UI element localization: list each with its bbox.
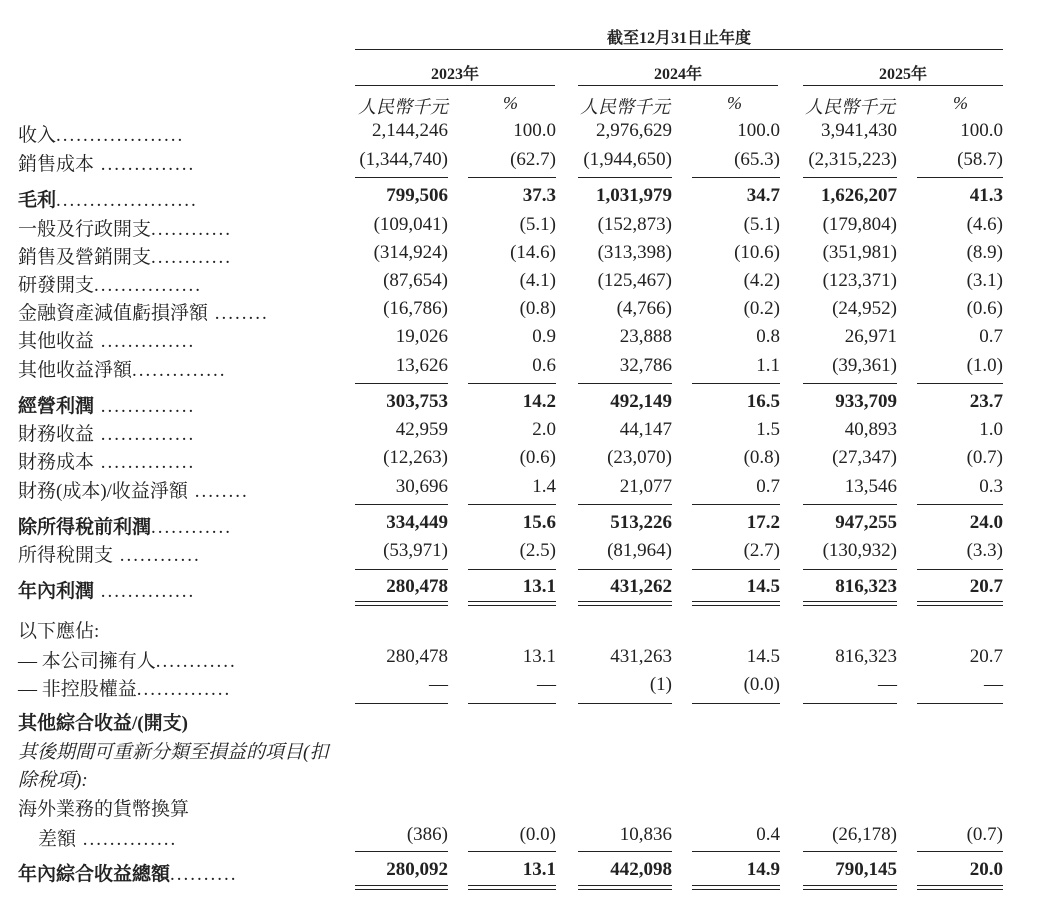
row-leader-dots: .............. xyxy=(132,360,227,381)
rule-after-fx-4 xyxy=(803,851,897,852)
row-13-value-col-4: 947,255 xyxy=(835,512,897,533)
row-12-value-col-2: 21,077 xyxy=(619,476,672,497)
row-4-value-col-0: (314,924) xyxy=(373,242,448,263)
row-leader-dots: ............ xyxy=(151,219,233,240)
row-leader-dots: .............. xyxy=(94,581,196,602)
double-rule-total-comprehensive-0 xyxy=(355,885,448,890)
row-label-text: 收入 xyxy=(18,125,57,146)
oci-total-value-col-2: 442,098 xyxy=(610,859,672,880)
row-4-value-col-3: (10.6) xyxy=(734,242,780,263)
row-10-value-col-4: 40,893 xyxy=(844,419,897,440)
row-leader-dots: .............. xyxy=(94,154,196,175)
rule-after-other-gains-4 xyxy=(803,383,897,384)
oci-total-value-col-5: 20.0 xyxy=(969,859,1003,880)
oci-fx-dots: .............. xyxy=(76,829,178,850)
row-11-value-col-5: (0.7) xyxy=(966,447,1003,468)
rule-after-other-gains-0 xyxy=(355,383,448,384)
row-5-value-col-5: (3.1) xyxy=(966,270,1003,291)
row-leader-dots: ..................... xyxy=(56,190,198,211)
row-label-text: 其他收益淨額 xyxy=(18,360,133,381)
unit-pct-2023: % xyxy=(503,93,518,113)
row-2-value-col-5: 41.3 xyxy=(969,185,1003,206)
double-rule-total-comprehensive-4 xyxy=(803,885,897,890)
rule-after-fx-1 xyxy=(468,851,556,852)
row-3-value-col-4: (179,804) xyxy=(822,214,897,235)
row-14-value-col-1: (2.5) xyxy=(519,540,556,561)
row-label-text: 其他收益 xyxy=(18,331,95,352)
row-14-value-col-4: (130,932) xyxy=(822,540,897,561)
row-3-value-col-5: (4.6) xyxy=(966,214,1003,235)
row-2-value-col-4: 1,626,207 xyxy=(821,185,897,206)
oci-fx-line2 xyxy=(38,824,177,851)
unit-rmb-2023: 人民幣千元 xyxy=(358,97,448,117)
row-18-value-col-3: (0.0) xyxy=(743,674,780,695)
row-1-value-col-1: (62.7) xyxy=(510,149,556,170)
row-13-value-col-1: 15.6 xyxy=(522,512,556,533)
row-12-value-col-3: 0.7 xyxy=(756,476,780,497)
row-leader-dots: ............ xyxy=(151,247,233,268)
row-leader-dots: .............. xyxy=(94,331,196,352)
row-label xyxy=(18,391,195,418)
row-label xyxy=(18,447,195,474)
row-leader-dots: .............. xyxy=(94,424,196,445)
oci-fx-value-col-4: (26,178) xyxy=(832,824,897,845)
row-3-value-col-2: (152,873) xyxy=(597,214,672,235)
rule-after-other-gains-5 xyxy=(917,383,1003,384)
row-label xyxy=(18,355,227,382)
rule-after-cost-of-sales-2 xyxy=(578,177,672,178)
header-rule xyxy=(355,49,1003,50)
row-2-value-col-1: 37.3 xyxy=(522,185,556,206)
row-14-value-col-5: (3.3) xyxy=(966,540,1003,561)
oci-total-value-col-3: 14.9 xyxy=(746,859,780,880)
oci-item-line2: 除稅項): xyxy=(18,770,88,791)
row-14-value-col-3: (2.7) xyxy=(743,540,780,561)
row-9-value-col-3: 16.5 xyxy=(746,391,780,412)
row-17-value-col-2: 431,263 xyxy=(610,646,672,667)
row-label-text: 一般及行政開支 xyxy=(18,219,152,240)
rule-after-attribution-3 xyxy=(692,703,780,704)
rule-after-attribution-1 xyxy=(468,703,556,704)
row-3-value-col-3: (5.1) xyxy=(743,214,780,235)
rule-after-attribution-2 xyxy=(578,703,672,704)
double-rule-profit-2 xyxy=(578,601,672,606)
row-leader-dots: ............ xyxy=(113,545,201,566)
rule-after-other-gains-3 xyxy=(692,383,780,384)
oci-fx-line1: 海外業務的貨幣換算 xyxy=(18,799,190,820)
row-leader-dots: .............. xyxy=(136,679,232,700)
rule-after-other-gains-2 xyxy=(578,383,672,384)
row-label xyxy=(18,298,269,325)
row-13-value-col-2: 513,226 xyxy=(610,512,672,533)
row-label-text: 年內利潤 xyxy=(18,581,95,602)
double-rule-profit-4 xyxy=(803,601,897,606)
row-label xyxy=(18,326,195,353)
row-label xyxy=(18,476,249,503)
row-7-value-col-4: 26,971 xyxy=(844,326,897,347)
row-8-value-col-4: (39,361) xyxy=(832,355,897,376)
rule-after-income-tax-1 xyxy=(468,569,556,570)
double-rule-profit-5 xyxy=(917,601,1003,606)
row-13-value-col-3: 17.2 xyxy=(746,512,780,533)
row-7-value-col-0: 19,026 xyxy=(395,326,448,347)
row-12-value-col-4: 13,546 xyxy=(844,476,897,497)
row-7-value-col-2: 23,888 xyxy=(619,326,672,347)
row-label-text: 所得稅開支 xyxy=(18,545,114,566)
rule-after-cost-of-sales-1 xyxy=(468,177,556,178)
unit-rmb-2024: 人民幣千元 xyxy=(580,97,670,117)
period-title: 截至12月31日止年度 xyxy=(606,30,751,47)
row-label xyxy=(18,576,195,603)
row-11-value-col-0: (12,263) xyxy=(383,447,448,468)
row-18-value-col-2: (1) xyxy=(649,674,672,695)
row-9-value-col-5: 23.7 xyxy=(969,391,1003,412)
row-14-value-col-0: (53,971) xyxy=(383,540,448,561)
row-17-value-col-5: 20.7 xyxy=(969,646,1003,667)
row-label-text: 銷售成本 xyxy=(18,154,95,175)
rule-after-finance-net-3 xyxy=(692,504,780,505)
year-2024-rule xyxy=(578,85,778,86)
row-leader-dots: ............ xyxy=(155,651,237,672)
row-4-value-col-1: (14.6) xyxy=(510,242,556,263)
row-8-value-col-5: (1.0) xyxy=(966,355,1003,376)
row-4-value-col-5: (8.9) xyxy=(966,242,1003,263)
row-8-value-col-1: 0.6 xyxy=(532,355,556,376)
row-15-value-col-1: 13.1 xyxy=(522,576,556,597)
row-0-value-col-3: 100.0 xyxy=(737,120,780,141)
rule-after-attribution-4 xyxy=(803,703,897,704)
row-15-value-col-2: 431,262 xyxy=(610,576,672,597)
rule-after-finance-net-0 xyxy=(355,504,448,505)
oci-total-text: 年內綜合收益總額 xyxy=(18,864,171,885)
row-15-value-col-4: 816,323 xyxy=(835,576,897,597)
row-label xyxy=(18,214,232,241)
row-17-value-col-1: 13.1 xyxy=(522,646,556,667)
row-label-text: 財務收益 xyxy=(18,424,95,445)
row-2-value-col-0: 799,506 xyxy=(386,185,448,206)
year-2025-rule xyxy=(803,85,1003,86)
row-label-text: 研發開支 xyxy=(18,275,95,296)
row-2-value-col-2: 1,031,979 xyxy=(596,185,672,206)
row-0-value-col-4: 3,941,430 xyxy=(821,120,897,141)
rule-after-fx-3 xyxy=(692,851,780,852)
oci-total-dots: .......... xyxy=(170,864,238,885)
rule-after-attribution-5 xyxy=(917,703,1003,704)
oci-fx-value-col-1: (0.0) xyxy=(519,824,556,845)
row-11-value-col-1: (0.6) xyxy=(519,447,556,468)
row-label xyxy=(18,149,195,176)
row-leader-dots: ........ xyxy=(208,303,269,324)
row-1-value-col-5: (58.7) xyxy=(957,149,1003,170)
row-leader-dots: .............. xyxy=(94,452,196,473)
row-label xyxy=(18,270,202,297)
row-6-value-col-3: (0.2) xyxy=(743,298,780,319)
row-0-value-col-2: 2,976,629 xyxy=(596,120,672,141)
row-17-value-col-0: 280,478 xyxy=(386,646,448,667)
rule-after-other-gains-1 xyxy=(468,383,556,384)
row-label-text: — 本公司擁有人 xyxy=(18,651,156,672)
row-label xyxy=(18,185,198,212)
row-15-value-col-5: 20.7 xyxy=(969,576,1003,597)
row-leader-dots: ................... xyxy=(56,125,185,146)
double-rule-profit-1 xyxy=(468,601,556,606)
rule-after-fx-2 xyxy=(578,851,672,852)
row-0-value-col-5: 100.0 xyxy=(960,120,1003,141)
row-14-value-col-2: (81,964) xyxy=(607,540,672,561)
row-label xyxy=(18,242,232,269)
row-8-value-col-3: 1.1 xyxy=(756,355,780,376)
row-5-value-col-2: (125,467) xyxy=(597,270,672,291)
row-1-value-col-0: (1,344,740) xyxy=(359,149,448,170)
row-label-text: 財務(成本)/收益淨額 xyxy=(18,481,188,502)
year-2023-rule xyxy=(355,85,555,86)
row-label xyxy=(18,419,195,446)
row-leader-dots: ............ xyxy=(151,517,233,538)
row-18-value-col-1: — xyxy=(537,674,556,695)
row-label xyxy=(18,120,184,147)
rule-after-finance-net-2 xyxy=(578,504,672,505)
row-label xyxy=(18,616,99,643)
row-6-value-col-2: (4,766) xyxy=(616,298,672,319)
row-12-value-col-1: 1.4 xyxy=(532,476,556,497)
rule-after-cost-of-sales-5 xyxy=(917,177,1003,178)
oci-total-value-col-0: 280,092 xyxy=(386,859,448,880)
row-7-value-col-1: 0.9 xyxy=(532,326,556,347)
rule-after-attribution-0 xyxy=(355,703,448,704)
year-2025-header: 2025年 xyxy=(878,66,927,83)
row-17-value-col-3: 14.5 xyxy=(746,646,780,667)
row-label-text: 財務成本 xyxy=(18,452,95,473)
rule-after-finance-net-4 xyxy=(803,504,897,505)
row-11-value-col-2: (23,070) xyxy=(607,447,672,468)
oci-fx-value-col-5: (0.7) xyxy=(966,824,1003,845)
rule-after-income-tax-0 xyxy=(355,569,448,570)
row-label-text: 以下應佔: xyxy=(18,621,100,642)
row-13-value-col-0: 334,449 xyxy=(386,512,448,533)
rule-after-income-tax-3 xyxy=(692,569,780,570)
row-5-value-col-1: (4.1) xyxy=(519,270,556,291)
row-leader-dots: ................ xyxy=(94,275,203,296)
oci-fx-value-col-3: 0.4 xyxy=(756,824,780,845)
double-rule-profit-3 xyxy=(692,601,780,606)
row-label xyxy=(18,512,232,539)
row-10-value-col-0: 42,959 xyxy=(395,419,448,440)
row-18-value-col-0: — xyxy=(429,674,448,695)
row-11-value-col-3: (0.8) xyxy=(743,447,780,468)
rule-after-finance-net-1 xyxy=(468,504,556,505)
rule-after-income-tax-4 xyxy=(803,569,897,570)
row-17-value-col-4: 816,323 xyxy=(835,646,897,667)
double-rule-total-comprehensive-3 xyxy=(692,885,780,890)
row-15-value-col-3: 14.5 xyxy=(746,576,780,597)
oci-title: 其他綜合收益/(開支) xyxy=(18,713,188,734)
row-leader-dots: ........ xyxy=(187,481,249,502)
row-7-value-col-3: 0.8 xyxy=(756,326,780,347)
row-9-value-col-4: 933,709 xyxy=(835,391,897,412)
row-leader-dots: .............. xyxy=(94,396,196,417)
row-6-value-col-1: (0.8) xyxy=(519,298,556,319)
row-label xyxy=(18,646,237,673)
row-6-value-col-0: (16,786) xyxy=(383,298,448,319)
row-1-value-col-3: (65.3) xyxy=(734,149,780,170)
row-9-value-col-2: 492,149 xyxy=(610,391,672,412)
row-5-value-col-3: (4.2) xyxy=(743,270,780,291)
oci-item-line1: 其後期間可重新分類至損益的項目(扣 xyxy=(18,742,329,763)
rule-after-cost-of-sales-4 xyxy=(803,177,897,178)
row-15-value-col-0: 280,478 xyxy=(386,576,448,597)
row-11-value-col-4: (27,347) xyxy=(832,447,897,468)
unit-pct-2025: % xyxy=(953,93,968,113)
row-1-value-col-4: (2,315,223) xyxy=(808,149,897,170)
row-6-value-col-4: (24,952) xyxy=(832,298,897,319)
row-8-value-col-2: 32,786 xyxy=(619,355,672,376)
row-label xyxy=(18,540,201,567)
row-18-value-col-5: — xyxy=(984,674,1003,695)
row-10-value-col-3: 1.5 xyxy=(756,419,780,440)
year-2024-header: 2024年 xyxy=(653,66,702,83)
rule-after-income-tax-5 xyxy=(917,569,1003,570)
row-10-value-col-5: 1.0 xyxy=(979,419,1003,440)
oci-total-value-col-4: 790,145 xyxy=(835,859,897,880)
row-7-value-col-5: 0.7 xyxy=(979,326,1003,347)
row-label-text: — 非控股權益 xyxy=(18,679,137,700)
oci-total-value-col-1: 13.1 xyxy=(522,859,556,880)
double-rule-total-comprehensive-1 xyxy=(468,885,556,890)
row-label-text: 毛利 xyxy=(18,190,57,211)
rule-after-fx-5 xyxy=(917,851,1003,852)
row-label-text: 經營利潤 xyxy=(18,396,95,417)
rule-after-finance-net-5 xyxy=(917,504,1003,505)
double-rule-profit-0 xyxy=(355,601,448,606)
row-9-value-col-0: 303,753 xyxy=(386,391,448,412)
oci-total-label xyxy=(18,859,238,886)
oci-fx-label: 差額 xyxy=(38,829,77,850)
row-10-value-col-2: 44,147 xyxy=(619,419,672,440)
row-5-value-col-0: (87,654) xyxy=(383,270,448,291)
row-5-value-col-4: (123,371) xyxy=(822,270,897,291)
row-12-value-col-0: 30,696 xyxy=(395,476,448,497)
row-4-value-col-2: (313,398) xyxy=(597,242,672,263)
row-3-value-col-1: (5.1) xyxy=(519,214,556,235)
row-2-value-col-3: 34.7 xyxy=(746,185,780,206)
year-2023-header: 2023年 xyxy=(430,66,479,83)
row-8-value-col-0: 13,626 xyxy=(395,355,448,376)
row-1-value-col-2: (1,944,650) xyxy=(583,149,672,170)
row-0-value-col-0: 2,144,246 xyxy=(372,120,448,141)
row-18-value-col-4: — xyxy=(878,674,897,695)
unit-rmb-2025: 人民幣千元 xyxy=(805,97,895,117)
row-12-value-col-5: 0.3 xyxy=(979,476,1003,497)
row-label-text: 金融資產減值虧損淨額 xyxy=(18,303,209,324)
row-10-value-col-1: 2.0 xyxy=(532,419,556,440)
row-13-value-col-5: 24.0 xyxy=(969,512,1003,533)
row-label xyxy=(18,674,231,701)
row-3-value-col-0: (109,041) xyxy=(373,214,448,235)
rule-after-fx-0 xyxy=(355,851,448,852)
oci-fx-value-col-0: (386) xyxy=(406,824,448,845)
row-label-text: 除所得稅前利潤 xyxy=(18,517,152,538)
rule-after-cost-of-sales-3 xyxy=(692,177,780,178)
row-4-value-col-4: (351,981) xyxy=(822,242,897,263)
double-rule-total-comprehensive-2 xyxy=(578,885,672,890)
row-0-value-col-1: 100.0 xyxy=(513,120,556,141)
rule-after-cost-of-sales-0 xyxy=(355,177,448,178)
double-rule-total-comprehensive-5 xyxy=(917,885,1003,890)
oci-fx-value-col-2: 10,836 xyxy=(619,824,672,845)
row-9-value-col-1: 14.2 xyxy=(522,391,556,412)
row-6-value-col-5: (0.6) xyxy=(966,298,1003,319)
row-label-text: 銷售及營銷開支 xyxy=(18,247,152,268)
rule-after-income-tax-2 xyxy=(578,569,672,570)
unit-pct-2024: % xyxy=(727,93,742,113)
